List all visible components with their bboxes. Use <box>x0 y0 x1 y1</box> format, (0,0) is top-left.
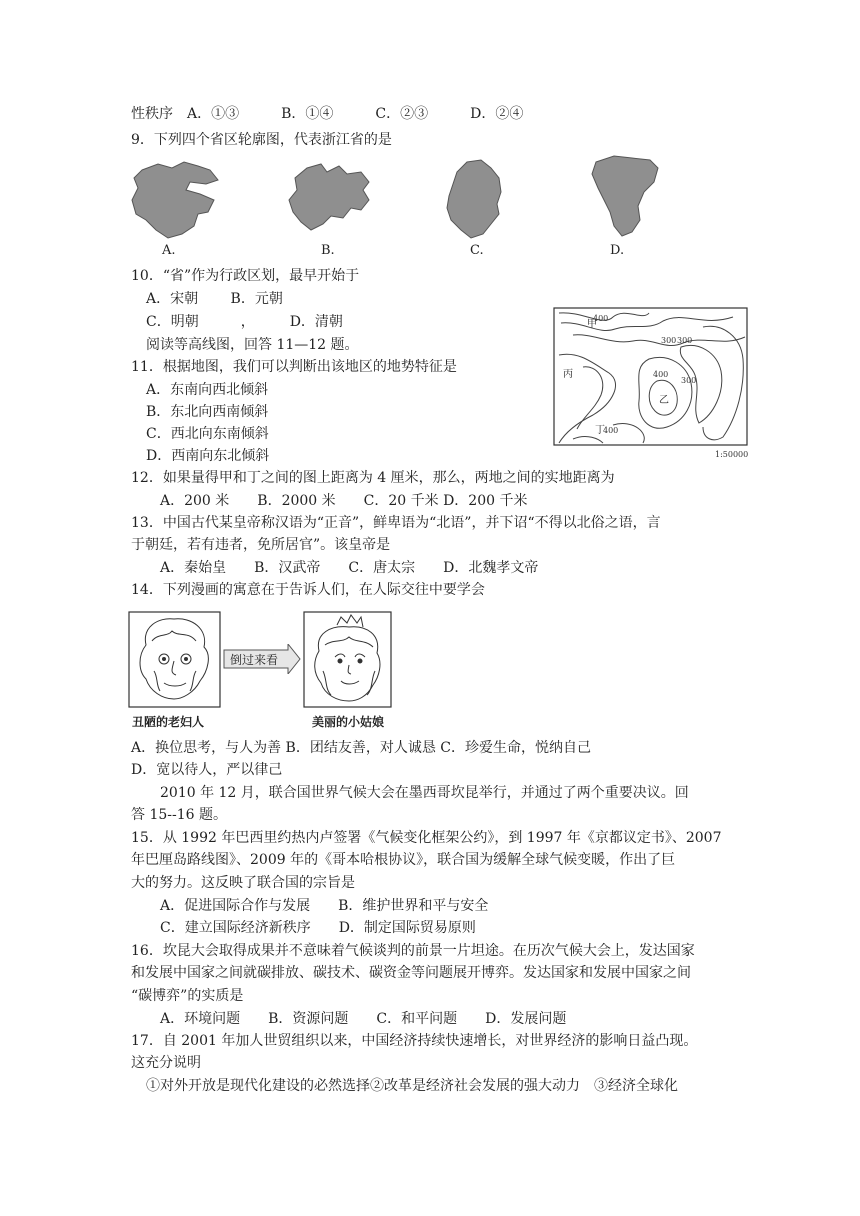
q9-label-a: A. <box>162 243 176 258</box>
q10-stem: 10．“省”作为行政区划，最早开始于 <box>131 268 360 284</box>
map-contour-300-b: 300 <box>677 336 693 345</box>
cartoon-right-caption: 美丽的小姑娘 <box>312 715 385 729</box>
map-contour-400-b: 400 <box>593 314 609 323</box>
q9-label-c: C. <box>470 243 484 258</box>
q14-options-line1: A．换位思考，与人为善 B．团结友善，对人诚恳 C．珍爱生命，悦纳自己 <box>131 740 592 756</box>
q12-options: A．200 米 B．2000 米 C．20 千米 D．200 千米 <box>160 493 528 509</box>
map-contour-400-a: 400 <box>653 370 669 379</box>
q9-label-b: B. <box>321 243 335 258</box>
map-contour-300-c: 300 <box>681 376 697 385</box>
q11-option-c: C．西北向东南倾斜 <box>146 426 269 442</box>
q17-line1: 17．自 2001 年加人世贸组织以来，中国经济持续快速增长，对世界经济的影响日益凸现。 <box>131 1033 698 1049</box>
map-contour-400-c: 400 <box>603 426 619 435</box>
map-contour-300-a: 300 <box>661 336 677 345</box>
q11-option-b: B．东北向西南倾斜 <box>146 404 269 420</box>
q10-options-row2: C．明朝 ， D．清朝 <box>146 314 343 330</box>
map-label-ding: 丁 <box>595 425 605 436</box>
q16-options: A．环境问题 B．资源问题 C．和平问题 D．发展问题 <box>160 1011 567 1027</box>
q15-line3: 大的努力。这反映了联合国的宗旨是 <box>131 875 355 891</box>
q11-option-d: D．西南向东北倾斜 <box>146 448 270 464</box>
q13-line2: 于朝廷，若有违者，免所居官”。该皇帝是 <box>131 537 391 553</box>
province-outline-a <box>128 160 222 242</box>
q15-options-row1: A．促进国际合作与发展 B．维护世界和平与安全 <box>160 898 489 914</box>
province-outline-c <box>443 158 505 242</box>
q13-line1: 13．中国古代某皇帝称汉语为“正音”，鲜卑语为“北语”，并下诏“不得以北俗之语，言 <box>131 515 661 531</box>
contour-map <box>553 307 749 463</box>
q9-label-d: D. <box>610 243 625 258</box>
q16-line1: 16．坎昆大会取得成果并不意味着气候谈判的前景一片坦途。在历次气候大会上，发达国家 <box>131 943 695 959</box>
q14-stem: 14．下列漫画的寓意在于告诉人们，在人际交往中要学会 <box>131 582 485 598</box>
q10-options-row1: A．宋朝 B．元朝 <box>146 291 283 307</box>
intro-15-16-line1: 2010 年 12 月，联合国世界气候大会在墨西哥坎昆举行，并通过了两个重要决议。回 <box>160 785 689 801</box>
q15-options-row2: C．建立国际经济新秩序 D．制定国际贸易原则 <box>160 920 476 936</box>
province-outline-b <box>287 160 373 236</box>
map-label-bing: 丙 <box>563 369 573 380</box>
arrow-banner <box>222 644 302 674</box>
cartoon-old-woman <box>128 611 222 709</box>
province-outline-d <box>588 154 662 240</box>
q17-line3: ①对外开放是现代化建设的必然选择②改革是经济社会发展的强大动力 ③经济全球化 <box>146 1078 678 1094</box>
q16-line2: 和发展中国家之间就碳排放、碳技术、碳资金等问题展开博弈。发达国家和发展中国家之间 <box>131 965 691 981</box>
intro-11-12: 阅读等高线图，回答 11—12 题。 <box>146 337 359 353</box>
q15-line2: 年巴厘岛路线图》、2009 年的《哥本哈根协议》，联合国为缓解全球气候变暖，作出了巨 <box>131 852 676 868</box>
q17-line2: 这充分说明 <box>131 1055 201 1071</box>
map-label-yi: 乙 <box>659 395 669 406</box>
q11-option-a: A．东南向西北倾斜 <box>146 382 269 398</box>
intro-15-16-line2: 答 15--16 题。 <box>131 807 227 823</box>
q12-stem: 12．如果量得甲和丁之间的图上距离为 4 厘米，那么，两地之间的实地距离为 <box>131 470 615 486</box>
cartoon-left-caption: 丑陋的老妇人 <box>132 715 205 729</box>
q15-line1: 15．从 1992 年巴西里约热内卢签署《气候变化框架公约》，到 1997 年《京都议定书》、2007 <box>131 830 722 846</box>
q11-stem: 11．根据地图，我们可以判断出该地区的地势特征是 <box>131 359 457 375</box>
q9-stem: 9．下列四个省区轮廓图，代表浙江省的是 <box>131 132 392 148</box>
map-scale: 1:50000 <box>715 450 749 459</box>
cartoon-young-girl <box>303 611 393 709</box>
q14-options-line2: D．宽以待人，严以律己 <box>131 762 283 778</box>
q13-options: A．秦始皇 B．汉武帝 C．唐太宗 D．北魏孝文帝 <box>160 560 539 576</box>
map-label-jia: 甲 <box>587 319 597 330</box>
q8-options: 性秩序 A．①③ B．①④ C．②③ D．②④ <box>131 106 524 122</box>
arrow-banner-text: 倒过来看 <box>230 653 279 667</box>
q16-line3: “碳博弈”的实质是 <box>131 988 244 1004</box>
